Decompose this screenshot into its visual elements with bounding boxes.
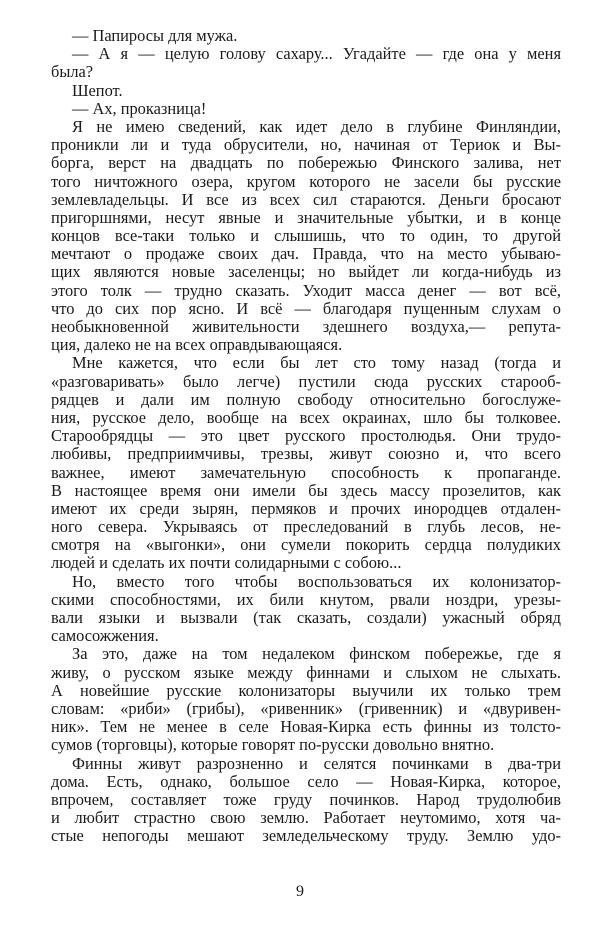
paragraph bbox=[51, 100, 561, 118]
text-line: любивы, предприимчивы, трезвы, живут союзно и, что всего bbox=[51, 444, 561, 464]
text-line: концов все-таки только и слышишь, что то один, то другой bbox=[51, 226, 561, 246]
text-line: того ничтожного озера, кругом которого не засели бы русские bbox=[51, 171, 561, 191]
text-line: самосожжения. bbox=[51, 626, 159, 646]
text-line: мечтают о продаже своих дач. Правда, что на место убываю- bbox=[51, 244, 561, 264]
paragraph bbox=[51, 118, 561, 354]
text-line: борга, верст на двадцать по побережью Финского залива, нет bbox=[51, 153, 561, 173]
text-line: щих являются новые заселенцы; но выйдет ли когда-нибудь из bbox=[51, 262, 561, 282]
text-line: Шепот. bbox=[72, 80, 123, 100]
page-text bbox=[51, 27, 561, 845]
page-number: 9 bbox=[296, 883, 304, 900]
paragraph bbox=[51, 45, 561, 81]
text-line: вали языки и вызвали (так сказать, создали) ужасный обряд bbox=[51, 608, 561, 627]
text-line: За это, даже на том недалеком финском побережье, где я bbox=[72, 644, 561, 664]
text-line: что до сих пор ясно. И всё — благодаря пущенным слухам о bbox=[51, 298, 561, 318]
paragraph bbox=[51, 755, 561, 846]
text-line: Мне кажется, что если бы лет сто тому назад (тогда и bbox=[72, 353, 561, 373]
paragraph bbox=[51, 82, 561, 100]
text-line: скими способностями, их били кнутом, рвали ноздри, урезы- bbox=[51, 589, 561, 609]
text-line: словам: «риби» (грибы), «ривенник» (гривенник) и «двуривен- bbox=[51, 698, 561, 718]
paragraph bbox=[51, 573, 561, 646]
text-line: ция, далеко не на всех оправдывающаяся. bbox=[51, 335, 343, 355]
text-line: Старообрядцы — это цвет русского простолюдья. Они трудо- bbox=[51, 426, 561, 446]
text-line: Но, вместо того чтобы воспользоваться их колонизатор- bbox=[72, 571, 561, 591]
text-line: пригоршнями, несут явные и значительные убытки, и в конце bbox=[51, 207, 561, 227]
text-line: важнее, имеют замечательную способность к пропаганде. bbox=[51, 462, 561, 482]
text-line: живу, о русском языке между финнами и слыхом не слыхать. bbox=[51, 662, 561, 682]
text-line: — Ах, проказница! bbox=[72, 98, 207, 118]
text-line: сумов (торговцы), которые говорят по-русски довольно внятно. bbox=[51, 735, 495, 755]
text-line: была? bbox=[51, 62, 94, 82]
text-line: впрочем, составляет тоже груду починков. Народ трудолюбив bbox=[51, 789, 561, 809]
text-line: смотря на «выгонки», они сумели покорить сердца полудиких bbox=[51, 535, 561, 555]
text-line: стые непогоды мешают земледельческому труду. Землю удо- bbox=[51, 826, 561, 846]
text-line: ного севера. Укрываясь от преследований в глубь лесов, не- bbox=[51, 517, 561, 537]
paragraph bbox=[51, 354, 561, 572]
text-line: и любит страстно свою землю. Работает неутомимо, хотя ча- bbox=[51, 808, 561, 828]
text-line: людей и сделать их почти солидарными с собою... bbox=[51, 553, 402, 573]
text-line: ник». Тем не менее в селе Новая-Кирка есть финны из толсто- bbox=[51, 717, 561, 737]
text-line: Финны живут разрозненно и селятся починками в два-три bbox=[72, 753, 561, 773]
paragraph bbox=[51, 645, 561, 754]
text-line: рядцев и дали им полную свободу относительно богослуже- bbox=[51, 389, 561, 409]
text-line: — А я — целую голову сахару... Угадайте — где она у меня bbox=[72, 44, 561, 64]
text-line: ния, русское дело, вообще на всех окраинах, шло бы толковее. bbox=[51, 407, 561, 427]
text-line: необыкновенной живительности здешнего воздуха,— репута- bbox=[51, 317, 561, 336]
text-line: В настоящее время они имели бы здесь массу прозелитов, как bbox=[51, 480, 561, 500]
text-line: «разговаривать» было легче) пустили сюда русских старооб- bbox=[51, 371, 561, 391]
text-line: — Папиросы для мужа. bbox=[72, 26, 238, 45]
text-line: землевладельцы. И все из всех сил стараются. Деньги бросают bbox=[51, 189, 561, 209]
text-line: этого толк — трудно сказать. Уходит масса денег — вот всё, bbox=[51, 280, 561, 300]
text-line: Я не имею сведений, как идет дело в глубине Финляндии, bbox=[72, 116, 561, 136]
paragraph bbox=[51, 27, 561, 45]
text-line: имеют их среди зырян, пермяков и прочих инородцев отдален- bbox=[51, 498, 561, 518]
text-line: дома. Есть, однако, большое село — Новая-Кирка, которое, bbox=[51, 771, 561, 791]
text-line: проникли ли и туда обрусители, но, начиная от Териок и Вы- bbox=[51, 135, 561, 155]
text-line: А новейшие русские колонизаторы выучили их только трем bbox=[51, 680, 561, 700]
